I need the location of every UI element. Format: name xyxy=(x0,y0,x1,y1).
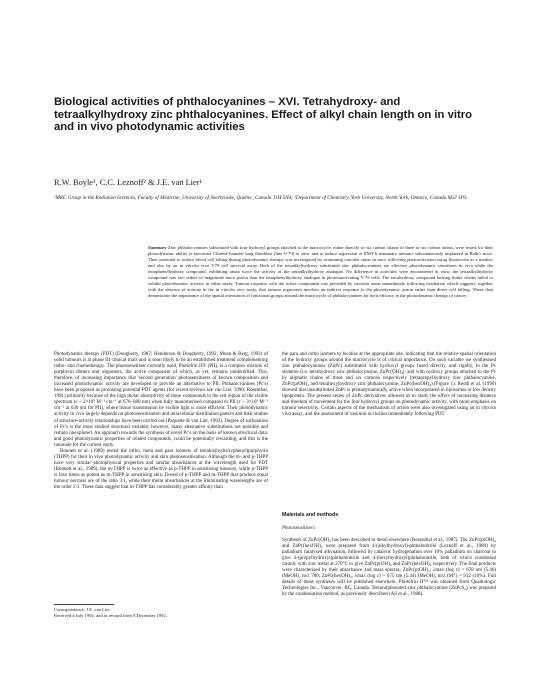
abstract-label: Summary xyxy=(148,245,167,250)
subsection-heading-photosensitisers: Photosensitisers xyxy=(282,526,315,531)
abstract xyxy=(148,245,493,299)
right-column-top xyxy=(282,352,496,419)
abstract-text: Zinc phthalocyanines substituted with four hydroxyl groups attached to the macrocycle, either directly or via carbon chains of three or six carbon atoms, were tested for their photodynamic ability to inactivate Chinese hamster lung fibroblast (line V-79) in vitro, and to induce regression of EMT-6 mammary tumours subcutaneously implanted in Balb/c mice. Their potential to reduce blood cell killing during photodynamic therapy was investigated by examining vascular stasis in mice following photoactivation using fluorescein as a marker, and also by an in vitro/in vivo V79 cell survival assay. Both of the tetraalkylhydroxy substituted zinc phthalocyanines are effective photodynamic sensitisers in vivo while the tetraphenylhydroxy compound, exhibiting about twice the activity of the tetraalkylhydroxy analogue. No difference in activities were encountered in vitro, the tetraalkylhydroxy compound was two orders of magnitude more potent than the tetraphenylhydroxy analogue in photoinactivating V-79 cells. The tetrahydroxy compound lacking linker chains failed to exhibit photodynamic activity in either assay. Tumour response with the active compounds was preceded by vascular stasis immediately following irradiation which suggests, together with the absence of activity in the in vitro/in vivo assay, that tumour regression involves an indirect response to the photodynamic action rather than direct cell killing. These data demonstrate the importance of the spatial orientation of functional groups around the macrocycle of phthalocyanines for their efficacy in the photodynamic therapy of cancer. xyxy=(148,245,493,298)
correspondence-note: Correspondence: J.E. van Lier. xyxy=(54,607,111,612)
footnote-divider xyxy=(54,604,114,605)
intro-paragraph-3: the para and ortho isomers to localise at the appropriate site, indicating that the relative spatial orientation of the hydroxy groups around the macrocycle is of critical importance. On such variable we synthesised zinc phthalocyanines (ZnPc) substituted with hydroxyl groups fused directly, and rigidly, to the Pc skeleton (i.e. tetrahydroxy zinc phthalocyanine, ZnPc(OH)₄), and with hydroxy groups attached to the Pc by aliphatic chains of three and six carbons respectively (tetrapropylhydroxy zinc phthalocyanine, ZnPc(prOH)₄ and tetrahexylhydroxy zinc phthalocyanine, ZnPc(hexOH)₄) (Figure 1). Reddi et al. (1990) showed that unsubstituted ZnPc is photodynamically active when incorporated in liposomes or low density lipoprotein. The present series of ZnPc derivatives allowed us to study the effect of increasing distance and freedom of movement for the four hydroxyl groups on photodynamic activity, with more emphasis on tumour selectivity. Certain aspects of the mechanism of action were also investigated using an in vitro/in vivo assay, and the assessment of vascular occlusion immediately following PDT. xyxy=(282,352,496,418)
methods-paragraph-1: Synthesis of ZnPc(OH)₄ has been described in detail elsewhere (Rosenthal et al., 1987). The ZnPc(prOH)₄ and ZnPc(hexOH)₄ were prepared from 4-(alkylhydroxyl)-phthalonitrile (Leznoff et al., 1989) by palladium catalysed alkynation, followed by catalytic hydrogenation over 10% palladium on charcoal to give 4-(propylhydroxyl)phthalonitrile and 4-(hexylhydroxyl)phthalonitrile, both of which condensed cleanly with zinc metal at 270°C to give ZnPc(prOH)₄ and ZnPc(hexOH)₄ respectively. The final products were characterised by their absorbance and mass spectra: ZnPc(prOH)₄, λmax (log ε) = 678 nm (5.46) (MeOH), m/z 700; ZnPc(hexOH)₄, λmax (log ε) = 675 nm (5.44) (MeOH), m/z (M⁺) = 912 (10%). Full details of these syntheses will be published elsewhere. Photofrin II™ was obtained from Quadralogic Technologies Inc., Vancouver, BC, Canada. Tetrasulphonated zinc phthalocyanine (ZnPcS₄) was prepared by the condensation method, as previously described (Ali et al., 1988). xyxy=(282,538,496,598)
footnote xyxy=(54,607,268,618)
received-date-note: Received 4 July 1992; and in revised form 8 December 1992. xyxy=(54,612,167,618)
author-affiliations: ¹MRC Group in the Radiation Sciences, Faculty of Medicine, University of Sherbrooke, Quebec, Canada J1H 5N4; ²Department of Chemistry, York University, North York, Ontario, Canada M3J 1P3. xyxy=(54,195,468,201)
left-column xyxy=(54,352,268,491)
intro-paragraph-2: Bonnett et al. (1989) tested the ortho, meta and para isomers of tetrakis(hydroxyphenyl)porphyrin (THPP) for their in vivo photodynamic activity and skin photosensitisation. Although the m- and p-THPP have very similar photophysical properties and similar absorbances at the wavelength used for PDT (Bonnett et al., 1989), the m-THPP is twice as effective as p-THPP in sensitising tumours, while p-THPP is four times as potent as m-THPP in sensitising skin. Dosed of p-THPP and m-THPP that produce equal tumour necrosis are of the ratio 3:1, while their molar absorbances at the illuminating wavelengths are of the order 2:1. These data suggest that m-THPP has considerably greater affinity than xyxy=(54,448,268,491)
paper-title: Biological activities of phthalocyanines – XVI. Tetrahydroxy- and tetraalkylhydroxy zinc phthalocyanines. Effect of alkyl chain length on in vitro and in vivo photodynamic activities xyxy=(54,96,473,134)
intro-paragraph-1: Photodynamic therapy (PDT) (Dougherty, 1987; Henderson & Dougherty, 1992; Moan & Berg, 1992) of solid tumours is at phase III clinical trials and is soon likely to be an established treatment complementing radio- and chemotherapy. The photosensitiser currently used, Photofrin II® (PII), is a complex mixture of porphyrin dimers and oligomers, the active component of which, as yet, remains unidentified. This, therefore, of increasing importance that 'second generation' photosensitisers of known composition and increased photodynamic activity are developed to provide an alternative to PII. Phthalocyanines (Pc's) have been proposed as promising potential PDT agents (for recent reviews see van Lier, 1990; Rosenthal, 1991) primarily because of the high molar absorptivity of these compounds in the red region of the visible spectrum (ε ~ 2×10⁵ M⁻¹ cm⁻¹ at 670–680 nm) when fully monomerised compared to PII (ε ~ 3×10³ M⁻¹ cm⁻¹ at 630 nm for PII), where tissue transmission by visible light is more efficient. Their photodynamic activity in vivo largely depends on photosensitisation and intracellular distribution pattern and their studies of structure-activity relationships have been carried out (Paquette & van Lier, 1993). Degree of sulfonation of Pc's is the most studied structural variable; however, many alternative substitutions are possible and remain unexplored. An approach towards the synthesis of novel Pc's on the basis of known structural data, and good photodynamic properties of related compounds, could be potentially rewarding, and this is the rationale for the current study. xyxy=(54,352,268,448)
author-list: R.W. Boyle¹, C.C. Leznoff² & J.E. van Lier¹ xyxy=(54,178,203,187)
right-column-bottom xyxy=(282,538,496,598)
section-heading-methods: Materials and methods xyxy=(282,512,339,518)
